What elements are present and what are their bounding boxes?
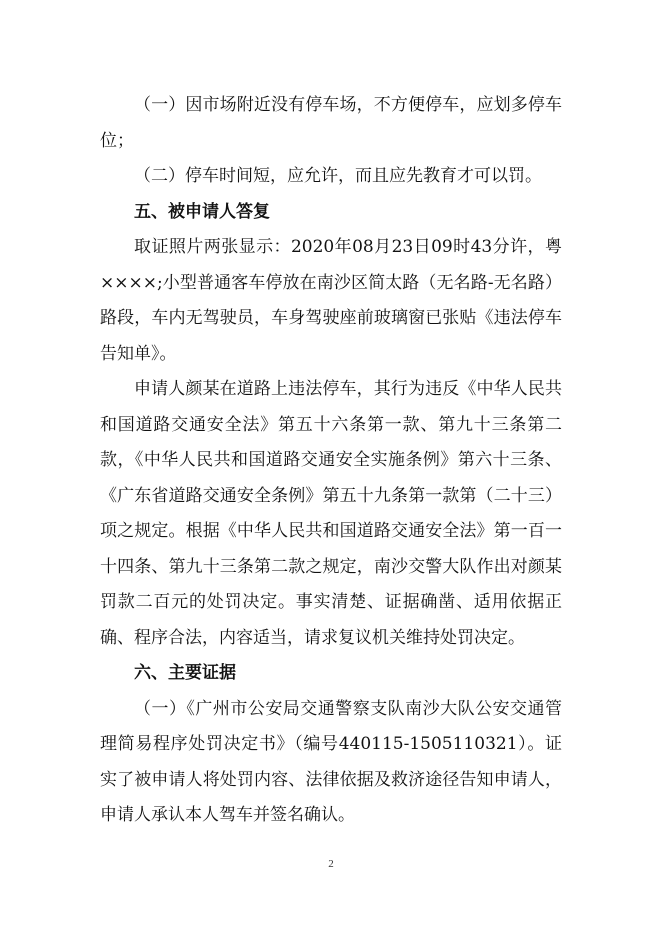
document-body	[100, 88, 562, 834]
section-heading-main-evidence: 六、主要证据	[134, 663, 236, 683]
paragraph-claim-2: （二）停车时间短，应允许，而且应先教育才可以罚。	[134, 166, 542, 186]
paragraph-evidence-item-1: （一）《广州市公安局交通警察支队南沙大队公安交通管理简易程序处罚决定书》（编号440115-1505110321）。证实了被申请人将处罚内容、法律依据及救济途径告知申请人，申请人承认本人驾车并签名确认。	[100, 698, 562, 825]
paragraph-evidence-photos: 取证照片两张显示：2020年08月23日09时43分许，粤××××;小型普通客车停放在南沙区简太路（无名路-无名路）路段，车内无驾驶员，车身驾驶座前玻璃窗已张贴《违法停车告知单》。	[100, 237, 562, 364]
paragraph-claim-1: （一）因市场附近没有停车场，不方便停车，应划多停车位；	[100, 95, 562, 151]
page-number: 2	[328, 858, 334, 870]
section-heading-respondent-reply: 五、被申请人答复	[134, 201, 270, 222]
paragraph-legal-basis: 申请人颜某在道路上违法停车，其行为违反《中华人民共和国道路交通安全法》第五十六条第一款、第九十三条第二款，《中华人民共和国道路交通安全实施条例》第六十三条、《广东省道路交通安全条例》第五十九条第一款第（二十三）项之规定。根据《中华人民共和国道路交通安全法》第一百一十四条、第九十三条第二款之规定，南沙交警大队作出对颜某罚款二百元的处罚决定。事实清楚、证据确凿、适用依据正确、程序合法，内容适当，请求复议机关维持处罚决定。	[100, 379, 562, 648]
